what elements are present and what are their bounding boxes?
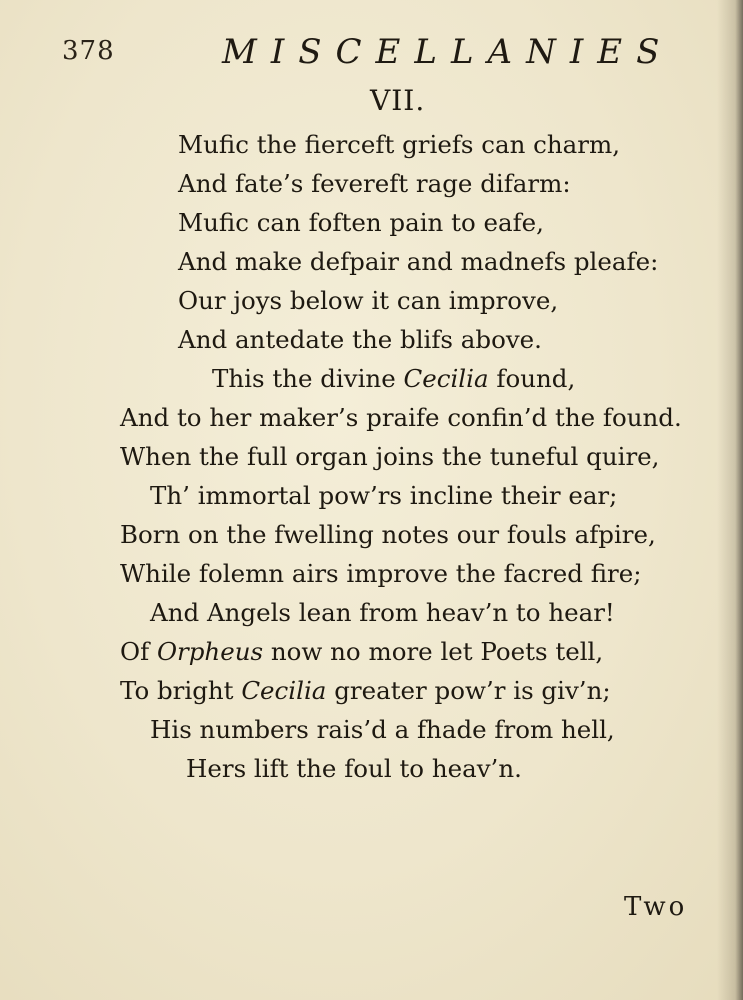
verse-line: Our joys below it can improve, <box>178 286 559 315</box>
running-title: MISCELLANIES <box>222 32 674 72</box>
verse-line: And antedate the blifs above. <box>178 325 542 354</box>
verse-line: And make defpair and madnefs pleafe: <box>178 247 659 276</box>
page-edge-shadow <box>717 0 743 1000</box>
verse-line: Mufic can foften pain to eafe, <box>178 208 544 237</box>
catchword: Two <box>624 892 688 922</box>
verse-line <box>120 676 611 706</box>
verse-line <box>212 364 575 394</box>
verse-line: Th’ immortal pow’rs incline their ear; <box>150 481 618 510</box>
verse-text: This the divine <box>212 364 404 393</box>
italic-name: Orpheus <box>156 637 264 666</box>
verse-line: Born on the fwelling notes our fouls afpire, <box>120 520 656 549</box>
verse-line: When the full organ joins the tuneful quire, <box>120 442 660 471</box>
verse-text: now no more let Poets tell, <box>263 637 604 666</box>
verse-line: Hers lift the foul to heav’n. <box>186 754 522 783</box>
verse-line <box>120 637 603 667</box>
page-number: 378 <box>62 36 115 66</box>
italic-name: Cecilia <box>241 676 327 705</box>
verse-line: And fate’s fevereft rage difarm: <box>178 169 571 198</box>
verse-line: While folemn airs improve the facred fire; <box>120 559 642 588</box>
verse-text: found, <box>488 364 576 393</box>
verse-text: To bright <box>120 676 242 705</box>
verse-line: And Angels lean from heav’n to hear! <box>150 598 615 627</box>
verse-text: Of <box>120 637 157 666</box>
verse-line: Mufic the fierceft griefs can charm, <box>178 130 620 159</box>
verse-text: greater pow’r is giv’n; <box>326 676 611 705</box>
verse-line: His numbers rais’d a fhade from hell, <box>150 715 615 744</box>
section-number: VII. <box>370 84 426 117</box>
verse-line: And to her maker’s praife confin’d the found. <box>120 403 682 432</box>
italic-name: Cecilia <box>403 364 489 393</box>
